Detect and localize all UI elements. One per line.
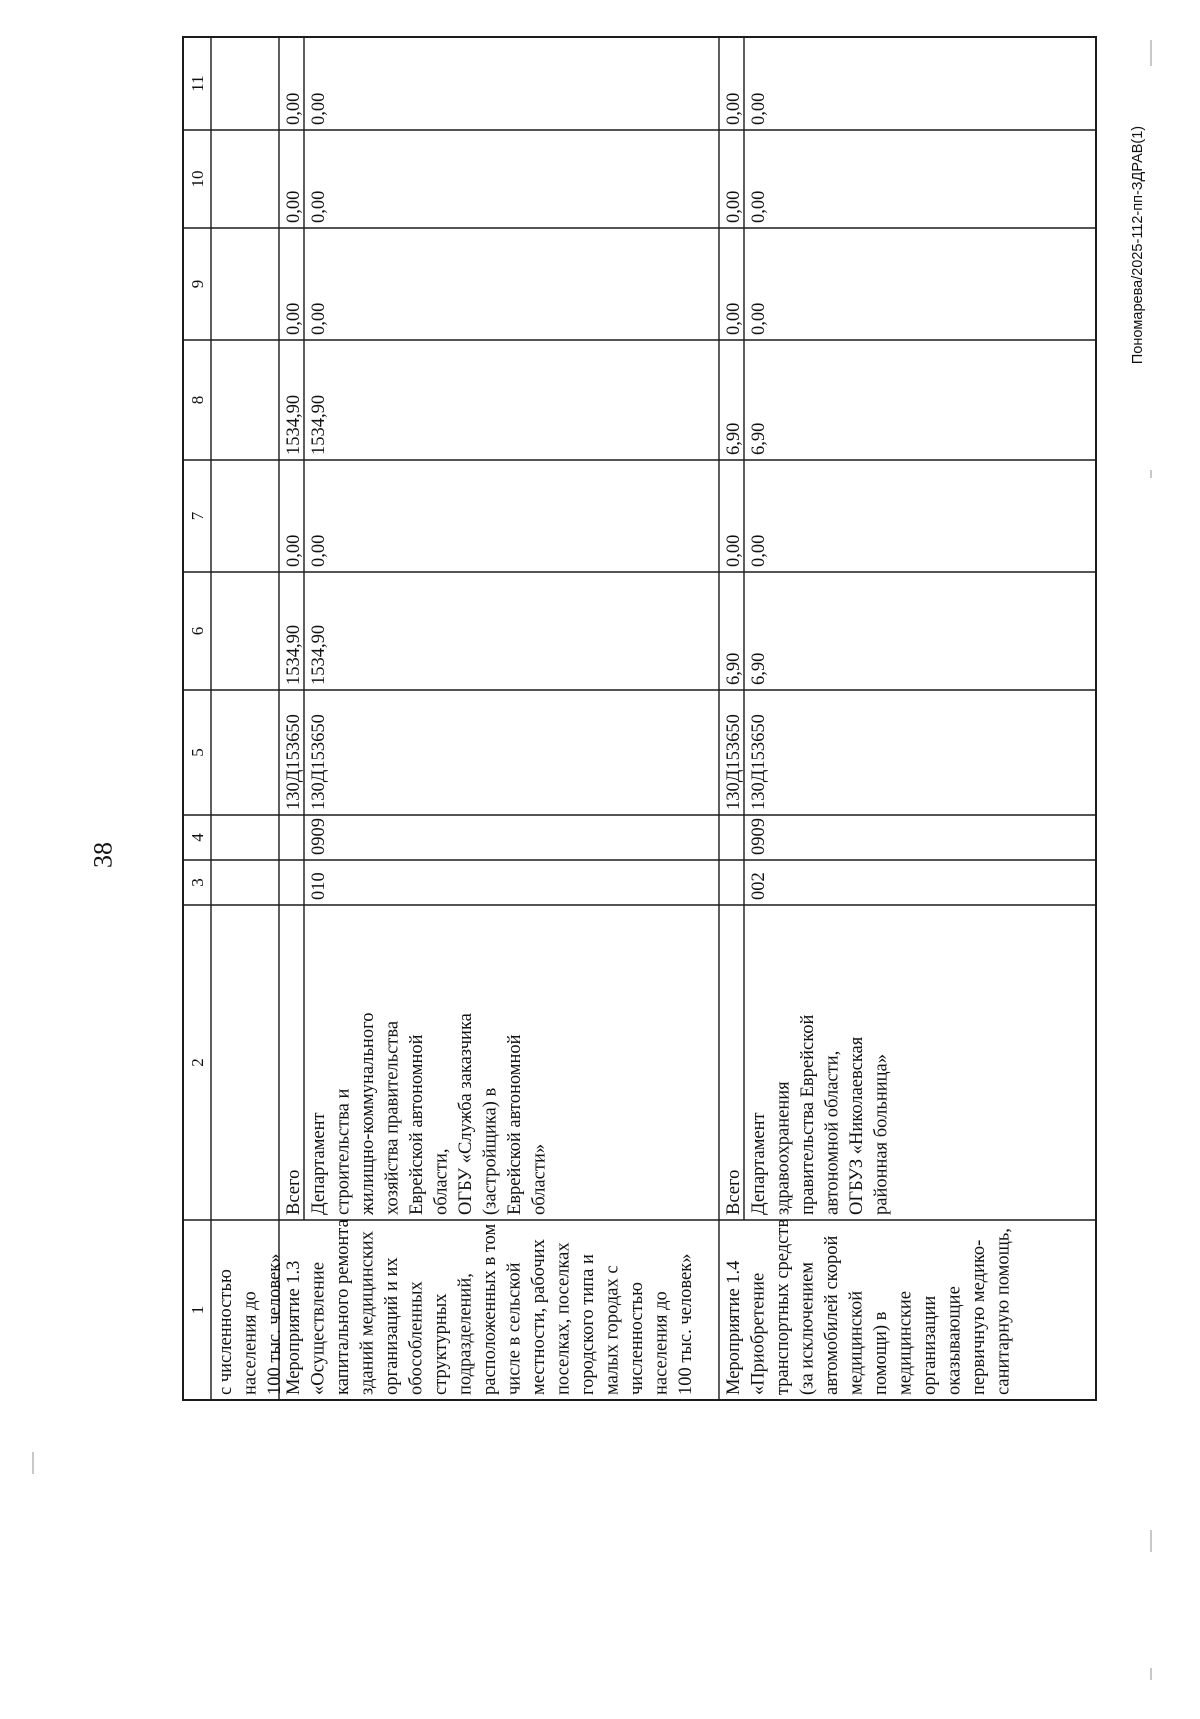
executor-text-line: Еврейской автономной <box>505 1034 525 1215</box>
executor-value-c3: 002 <box>749 872 769 900</box>
total-value-c5: 130Д153650 <box>284 714 304 810</box>
activity-title-line: местности, рабочих <box>529 1239 549 1395</box>
executor-value-c7: 0,00 <box>309 534 329 567</box>
executor-value-c4: 0909 <box>749 818 769 855</box>
executor-value-c5: 130Д153650 <box>749 714 769 810</box>
activity-title-line: помощи) в <box>871 1311 891 1395</box>
activity-title-line: численностью <box>627 1282 647 1395</box>
executor-text-line: ОГБУ «Служба заказчика <box>456 1013 476 1215</box>
activity-title-line: «Осуществление <box>308 1262 329 1395</box>
executor-value-c10: 0,00 <box>749 190 769 223</box>
total-value-c6: 1534,90 <box>284 624 304 685</box>
total-value-c9: 0,00 <box>284 302 304 335</box>
executor-text-line: области» <box>529 1143 550 1215</box>
activity-title-line: капитального ремонта <box>333 1219 353 1395</box>
activity-title-line: санитарную помощь, <box>993 1228 1014 1395</box>
budget-table <box>183 37 1096 1400</box>
activity-title-line: 100 тыс. человек» <box>676 1253 696 1395</box>
activity-title-line: автомобилей скорой <box>822 1235 842 1395</box>
executor-value-c4: 0909 <box>309 818 329 855</box>
executor-text-line: автономной области, <box>822 1050 843 1215</box>
activity-title-line: первичную медико- <box>969 1239 989 1395</box>
total-value-c10: 0,00 <box>284 190 304 223</box>
activity-title-line: населения до <box>651 1291 672 1395</box>
executor-value-c11: 0,00 <box>309 92 329 125</box>
activity-title-line: организаций и их <box>382 1257 402 1395</box>
total-value-c10: 0,00 <box>724 190 744 223</box>
activity-title-line: оказывающие <box>944 1286 965 1395</box>
executor-text-line: жилищно-коммунального <box>358 1012 378 1215</box>
column-header-7: 7 <box>188 511 207 521</box>
total-value-c6: 6,90 <box>724 652 744 685</box>
executor-value-c8: 6,90 <box>749 422 769 455</box>
executor-text-line: области, <box>431 1148 452 1215</box>
column-header-5: 5 <box>188 748 207 757</box>
activity-title-line: обособленных <box>406 1281 427 1395</box>
total-value-c11: 0,00 <box>724 92 744 125</box>
column-header-10: 10 <box>188 170 207 188</box>
column-header-row <box>188 75 207 1314</box>
continued-text-line: 100 тыс. человек» <box>265 1253 285 1395</box>
total-label: Всего <box>284 1169 304 1215</box>
column-header-6: 6 <box>188 626 207 636</box>
executor-value-c11: 0,00 <box>749 92 769 125</box>
executor-text-line: правительства Еврейской <box>798 1014 818 1215</box>
executor-value-c7: 0,00 <box>749 534 769 567</box>
executor-text-line: здравоохранения <box>773 1081 794 1215</box>
executor-value-c10: 0,00 <box>309 190 329 223</box>
column-header-4: 4 <box>188 833 207 842</box>
total-value-c11: 0,00 <box>284 92 304 125</box>
total-value-c5: 130Д153650 <box>724 714 744 810</box>
executor-text-line: (застройщика) в <box>480 1087 501 1215</box>
activity-title-line: поселках, поселках <box>553 1242 574 1395</box>
total-value-c8: 6,90 <box>724 422 744 455</box>
activity-title-line: городского типа и <box>578 1254 598 1395</box>
executor-text-line: строительства и <box>333 1088 354 1215</box>
executor-value-c6: 6,90 <box>749 652 769 685</box>
continued-text-line: населения до <box>240 1291 261 1395</box>
activity-title-line: подразделений, <box>455 1273 476 1395</box>
activity-title-line: Мероприятие 1.4 <box>724 1260 744 1395</box>
executor-text-line: Департамент <box>749 1112 769 1215</box>
total-label: Всего <box>724 1169 744 1215</box>
document-code: Пономарева/2025-112-пп-ЗДРАВ(1) <box>1130 125 1146 365</box>
executor-value-c9: 0,00 <box>749 302 769 335</box>
activity-title-line: медицинские <box>895 1291 916 1395</box>
executor-value-c6: 1534,90 <box>309 624 329 685</box>
column-header-2: 2 <box>188 1058 207 1067</box>
continued-text-line: с численностью <box>216 1269 236 1395</box>
total-value-c9: 0,00 <box>724 302 744 335</box>
column-header-1: 1 <box>188 1305 207 1315</box>
executor-value-c9: 0,00 <box>309 302 329 335</box>
activity-title-line: Мероприятие 1.3 <box>284 1260 304 1395</box>
activity-title-line: малых городах с <box>602 1265 623 1395</box>
activity-title-line: структурных <box>431 1293 451 1395</box>
executor-text-line: Департамент <box>309 1112 329 1215</box>
total-value-c7: 0,00 <box>724 534 744 567</box>
column-header-3: 3 <box>188 878 207 887</box>
activity-title-line: медицинской <box>846 1290 867 1395</box>
page-number: 38 <box>88 842 118 868</box>
executor-text-line: районная больница» <box>871 1053 892 1215</box>
column-header-11: 11 <box>188 75 207 92</box>
activity-title-line: организации <box>920 1295 940 1395</box>
activity-title-line: «Приобретение <box>748 1272 769 1395</box>
column-header-8: 8 <box>188 395 207 405</box>
activity-title-line: расположенных в том <box>480 1223 500 1395</box>
total-value-c8: 1534,90 <box>284 394 304 455</box>
executor-text-line: хозяйства правительства <box>382 1020 403 1215</box>
activity-title-line: (за исключением <box>797 1262 818 1395</box>
activity-title-line: числе в сельской <box>504 1262 525 1395</box>
column-header-9: 9 <box>188 279 207 289</box>
executor-value-c8: 1534,90 <box>309 394 329 455</box>
executor-value-c5: 130Д153650 <box>309 714 329 810</box>
activity-title-line: транспортных средств <box>773 1218 793 1395</box>
activity-title-line: зданий медицинских <box>357 1231 378 1395</box>
table-body <box>216 93 1014 1395</box>
executor-text-line: Еврейской автономной <box>407 1034 427 1215</box>
executor-value-c3: 010 <box>309 872 329 900</box>
executor-text-line: ОГБУЗ «Николаевская <box>847 1036 867 1215</box>
total-value-c7: 0,00 <box>284 534 304 567</box>
